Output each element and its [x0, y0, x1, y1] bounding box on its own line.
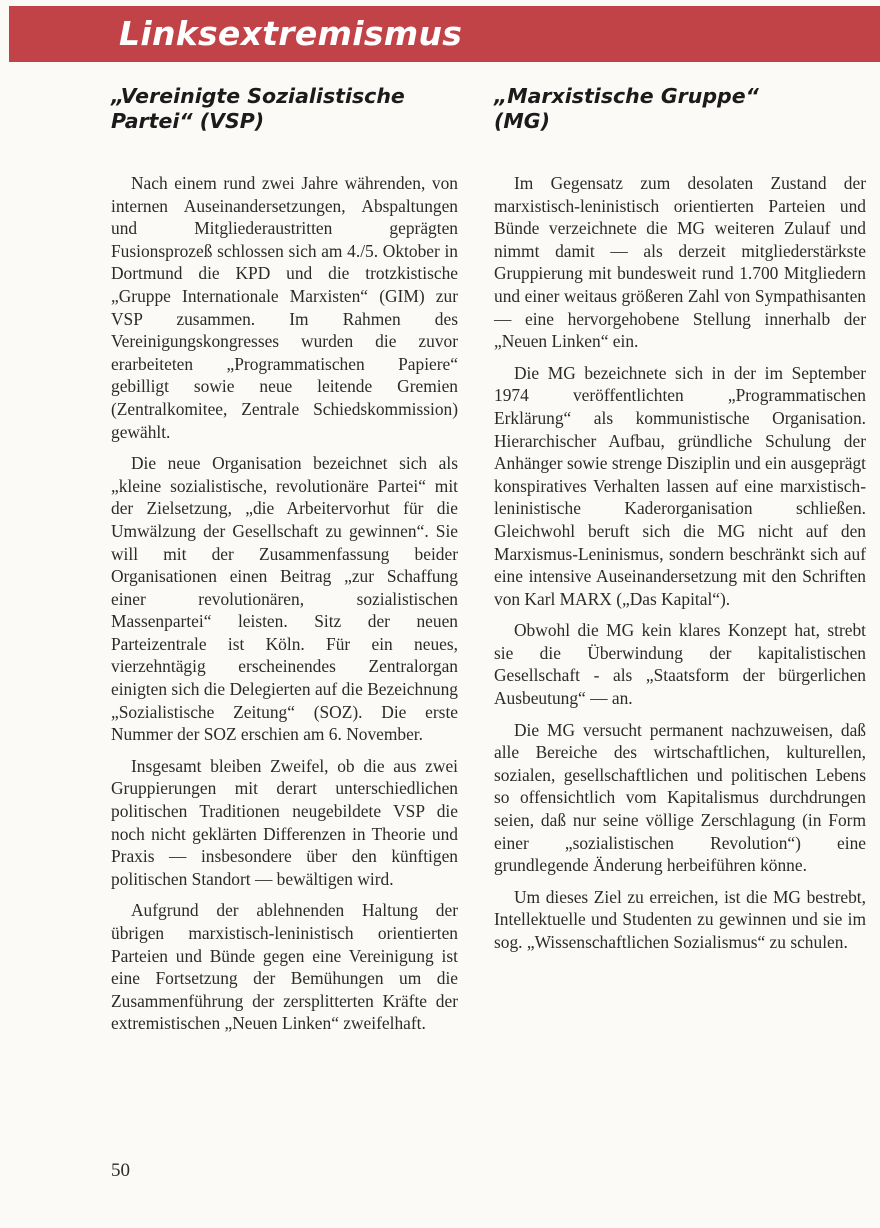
header-bar [9, 6, 880, 62]
section-title-mg [494, 84, 866, 172]
paragraph: Nach einem rund zwei Jahre währenden, von internen Auseinandersetzungen, Abspaltungen und Mitgliederaustritten geprägten Fusionsprozeß schlossen sich am 4./5. Oktober in Dortmund die KPD und die trotzkistische „Gruppe Internationale Marxisten“ (GIM) zur VSP zusammen. Im Rahmen des Vereinigungskongresses wurden die zuvor erarbeiteten „Programmatischen Papiere“ gebilligt sowie neue leitende Gremien (Zentralkomitee, Zentrale Schiedskommission) gewählt. [111, 173, 458, 442]
paragraph: Aufgrund der ablehnenden Haltung der übrigen marxistisch-leninistisch orientierten Parteien und Bünde gegen eine Vereinigung ist eine Fortsetzung der Bemühungen um die Zusammenführung der zersplitterten Kräfte der extremistischen „Neuen Linken“ zweifelhaft. [111, 900, 458, 1034]
paragraph: Obwohl die MG kein klares Konzept hat, strebt sie die Überwindung der kapitalistischen Gesellschaft - als „Staatsform der bürgerlichen Ausbeutung“ — an. [494, 620, 866, 709]
section-title-line: „Marxistische Gruppe“ [494, 84, 759, 108]
paragraph: Um dieses Ziel zu erreichen, ist die MG bestrebt, Intellektuelle und Studenten zu gewinnen und sie im sog. „Wissenschaftlichen Sozialismus“ zu schulen. [494, 886, 866, 952]
paragraph: Insgesamt bleiben Zweifel, ob die aus zwei Gruppierungen mit derart unterschiedlichen politischen Traditionen neugebildete VSP die noch nicht geklärten Differenzen in Theorie und Praxis — insbesondere über den künftigen politischen Standort — bewältigen wird. [111, 755, 458, 889]
paragraph: Im Gegensatz zum desolaten Zustand der marxistisch-leninistisch orientierten Parteien und Bünde verzeichnete die MG weiteren Zulauf und nimmt damit — als derzeit mitgliederstärkste Gruppierung mit bundesweit rund 1.700 Mitgliedern und einer weitaus größeren Zahl von Sympathisanten — eine hervorgehobene Stellung innerhalb der „Neuen Linken“ ein. [494, 173, 866, 352]
section-title-line: (MG) [494, 109, 550, 133]
section-title-line: „Vereinigte Sozialistische [111, 84, 405, 108]
right-column [494, 84, 866, 963]
left-column [111, 84, 458, 1044]
paragraph: Die MG bezeichnete sich in der im September 1974 veröffentlichten „Programmatischen Erklärung“ als kommunistische Organisation. Hierarchischer Aufbau, gründliche Schulung der Anhänger sowie strenge Disziplin und ein ausgeprägt konspiratives Verhalten lassen auf eine marxistisch-leninistische Kaderorganisation schließen. Gleichwohl beruft sich die MG nicht auf den Marxismus-Leninismus, sondern beschränkt sich auf eine intensive Auseinandersetzung mit den Schriften von Karl MARX („Das Kapital“). [494, 362, 866, 609]
paragraph: Die MG versucht permanent nachzuweisen, daß alle Bereiche des wirtschaftlichen, kulturellen, sozialen, gesellschaftlichen und politischen Lebens so offensichtlich vom Kapitalismus durchdrungen seien, daß nur seine völlige Zerschlagung (in Form einer „sozialistischen Revolution“) eine grundlegende Änderung herbeiführen könne. [494, 719, 866, 876]
section-title-vsp [111, 84, 458, 172]
page-number: 50 [111, 1160, 130, 1181]
page-title: Linksextremismus [119, 14, 463, 53]
vsp-body-text [111, 172, 458, 1035]
paragraph: Die neue Organisation bezeichnet sich als „kleine sozialistische, revolutionäre Partei“ mit der Zielsetzung, „die Arbeitervorhut für die Umwälzung der Gesellschaft zu gewinnen“. Sie will mit der Zusammenfassung beider Organisationen einen Beitrag „zur Schaffung einer revolutionären, sozialistischen Massenpartei“ leisten. Sitz der neuen Parteizentrale ist Köln. Für ein neues, vierzehntägig erscheinendes Zentralorgan einigten sich die Delegierten auf die Bezeichnung „Sozialistische Zeitung“ (SOZ). Die erste Nummer der SOZ erschien am 6. November. [111, 453, 458, 745]
section-title-line: Partei“ (VSP) [111, 109, 265, 133]
mg-body-text [494, 172, 866, 954]
